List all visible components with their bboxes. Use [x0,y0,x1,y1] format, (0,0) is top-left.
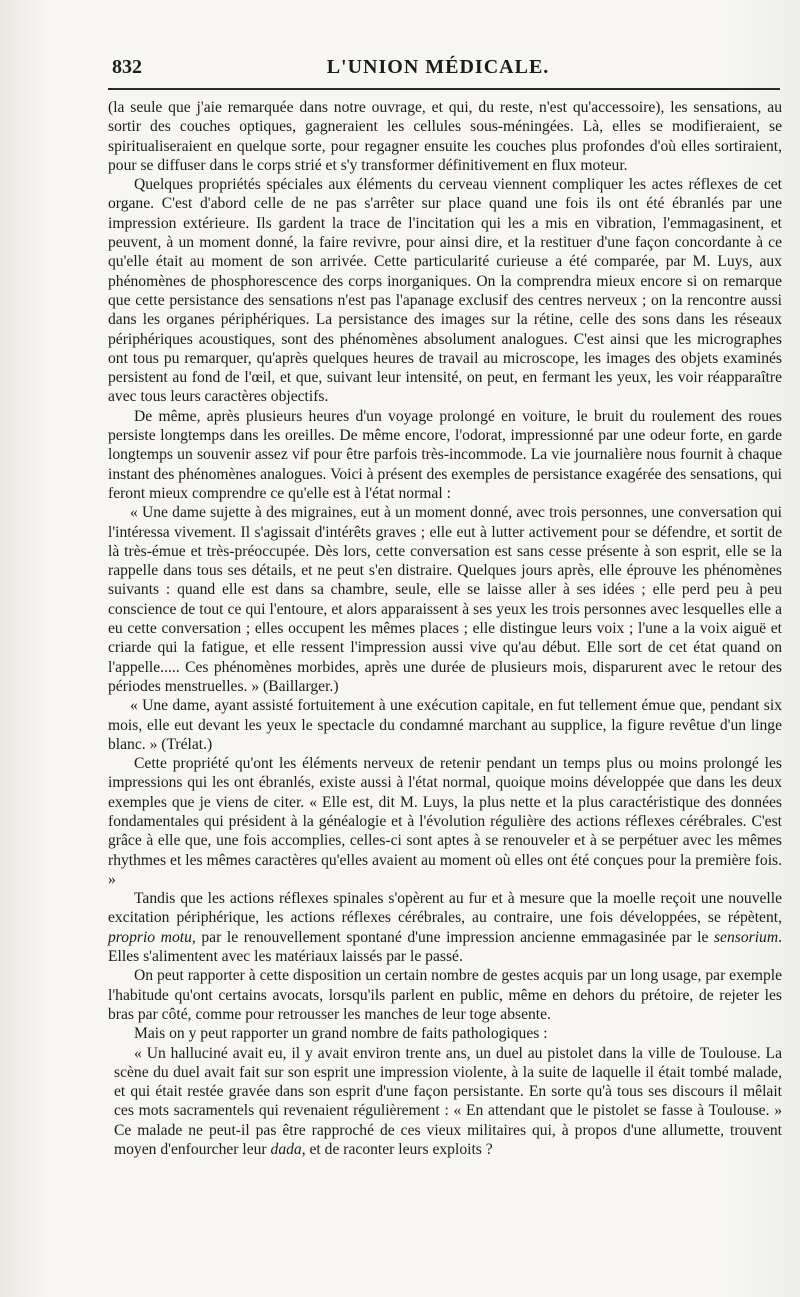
text-run: Tandis que les actions réflexes spinales s'opèrent au fur et à mesure que la moelle reçoit une nouvelle excitation périphérique, les actions réflexes cérébrales, au contraire, une fois développées, se répètent, [108,890,782,927]
paragraph: De même, après plusieurs heures d'un voyage prolongé en voiture, le bruit du roulement des roues persiste longtemps dans les oreilles. De même encore, l'odorat, impressionné par une odeur forte, en garde longtemps un souvenir assez vif pour être parfois très-incommode. La vie journalière nous fournit à chaque instant des phénomènes analogues. Voici à présent des exemples de persistance exagérée des sensations, qui feront mieux comprendre ce qu'elle est à l'état normal : [108,407,782,502]
quotation-paragraph [108,1044,782,1160]
paragraph [108,889,782,966]
quotation-paragraph: « Une dame, ayant assisté fortuitement à une exécution capitale, en fut tellement émue que, pendant six mois, elle eut devant les yeux le spectacle du condamné marchant au supplice, la figure revêtue d'un linge blanc. » (Trélat.) [108,697,782,753]
header-rule [108,88,780,90]
text-run: « Un halluciné avait eu, il y avait environ trente ans, un duel au pistolet dans la ville de Toulouse. La scène du duel avait fait sur son esprit une impression violente, à la suite de laquelle il était tombé malade, et qui était restée gravée dans son esprit d'une façon persistante. En sorte qu'à tous ses discours il mêlait ces mots sacramentels qui revenaient régulièrement : « En attendant que le pistolet se fasse à Toulouse. » Ce malade ne peut-il pas être rapproché de ces vieux militaires qui, à propos d'une allumette, trouvent moyen d'enfourcher leur [114,1044,782,1159]
italic-term: dada [270,1141,302,1159]
paragraph: Quelques propriétés spéciales aux éléments du cerveau viennent compliquer les actes réflexes de cet organe. C'est d'abord celle de ne pas s'arrêter sur place quand une fois ils ont été ébranlés par une impression extérieure. Ils gardent la trace de l'incitation qui les a mis en vibration, l'emmagasinent, et peuvent, à un moment donné, la faire revivre, pour ainsi dire, et la restituer d'une façon concordante à ce qu'elle était au moment de son arrivée. Cette particularité curieuse a été comparée, par M. Luys, aux phénomènes de phosphorescence des corps inorganiques. On la comprendra mieux encore si on remarque que cette persistance des sensations n'est pas l'apanage exclusif des centres nerveux ; on la rencontre aussi dans les organes périphériques. La persistance des images sur la rétine, celle des sons dans les réseaux périphériques acoustiques, sont des phénomènes absolument analogues. C'est ainsi que les micrographes ont tous pu remarquer, qu'après quelques heures de travail au microscope, les images des objets examinés persistent au fond de l'œil, et que, suivant leur intensité, on peut, en fermant les yeux, les voir réapparaître avec tous leurs caractères objectifs. [108,176,782,406]
italic-term: sensorium [713,928,779,946]
text-run: . Elles s'alimentent avec les matériaux laissés par le passé. [108,928,782,966]
page-header [108,52,768,82]
paragraph: Mais on y peut rapporter un grand nombre de faits pathologiques : [134,1025,548,1043]
paragraph: Cette propriété qu'ont les éléments nerveux de retenir pendant un temps plus ou moins prolongé les impressions qui les ont ébranlés, existe aussi à l'état normal, quoique moins développée que dans les deux exemples que je viens de citer. « Elle est, dit M. Luys, la plus nette et la plus caractéristique des données fondamentales qui président à la généalogie et à l'évolution régulière des actions réflexes cérébrales. C'est grâce à elle que, une fois accomplies, celles-ci sont aptes à se renouveler et à se perpétuer avec les mêmes rhythmes et les mêmes caractères qu'elles avaient au moment où elles ont été conçues pour la première fois. » [108,755,782,888]
body-text [108,98,782,1159]
paragraph: On peut rapporter à cette disposition un certain nombre de gestes acquis par un long usage, par exemple l'habitude qu'ont certains avocats, lorsqu'ils parlent en public, même en dehors du prétoire, de rejeter les bras par côté, comme pour retrousser les manches de leur toge absente. [108,967,782,1023]
running-title: L'UNION MÉDICALE. [326,56,550,78]
paragraph: (la seule que j'aie remarquée dans notre ouvrage, et qui, du reste, n'est qu'accessoire), les sensations, au sortir des couches optiques, gagneraient les cellules sous-méningées. Là, elles se modifieraient, se spiritualiseraient en quelque sorte, pour regagner ensuite les couches plus profondes d'où elles sortiraient, pour se diffuser dans le corps strié et s'y transformer définitivement en flux moteur. [108,99,782,174]
italic-term: proprio motu [108,928,192,946]
text-run: , par le renouvellement spontané d'une impression ancienne emmagasinée par le [191,928,714,946]
text-run: , et de raconter leurs exploits ? [301,1141,493,1159]
quotation-paragraph: « Une dame sujette à des migraines, eut à un moment donné, avec trois personnes, une conversation qui l'intéressa vivement. Il s'agissait d'intérêts graves ; elle eut à lutter activement pour se défendre, et sortit de là très-émue et très-préoccupée. Dès lors, cette conversation est sans cesse présente à son esprit, elle se la rappelle dans tous ses détails, et ne peut s'en distraire. Quelques jours après, elle éprouve les phénomènes suivants : quand elle est dans sa chambre, seule, elle se laisse aller à ses idées ; elle perd peu à peu conscience de tout ce qui l'entoure, et alors apparaissent à ses yeux les trois personnes avec lesquelles elle a eu cette conversation ; elles occupent les mêmes places ; elle distingue leurs voix ; l'une a la voix aiguë et criarde qui la fatigue, et elle ressent l'impression aussi vive qu'au début. Elle sort de cet état quand on l'appelle..... Ces phénomènes morbides, après une durée de plusieurs mois, disparurent avec le retour des périodes menstruelles. » (Baillarger.) [108,504,782,695]
page-number: 832 [112,56,142,78]
